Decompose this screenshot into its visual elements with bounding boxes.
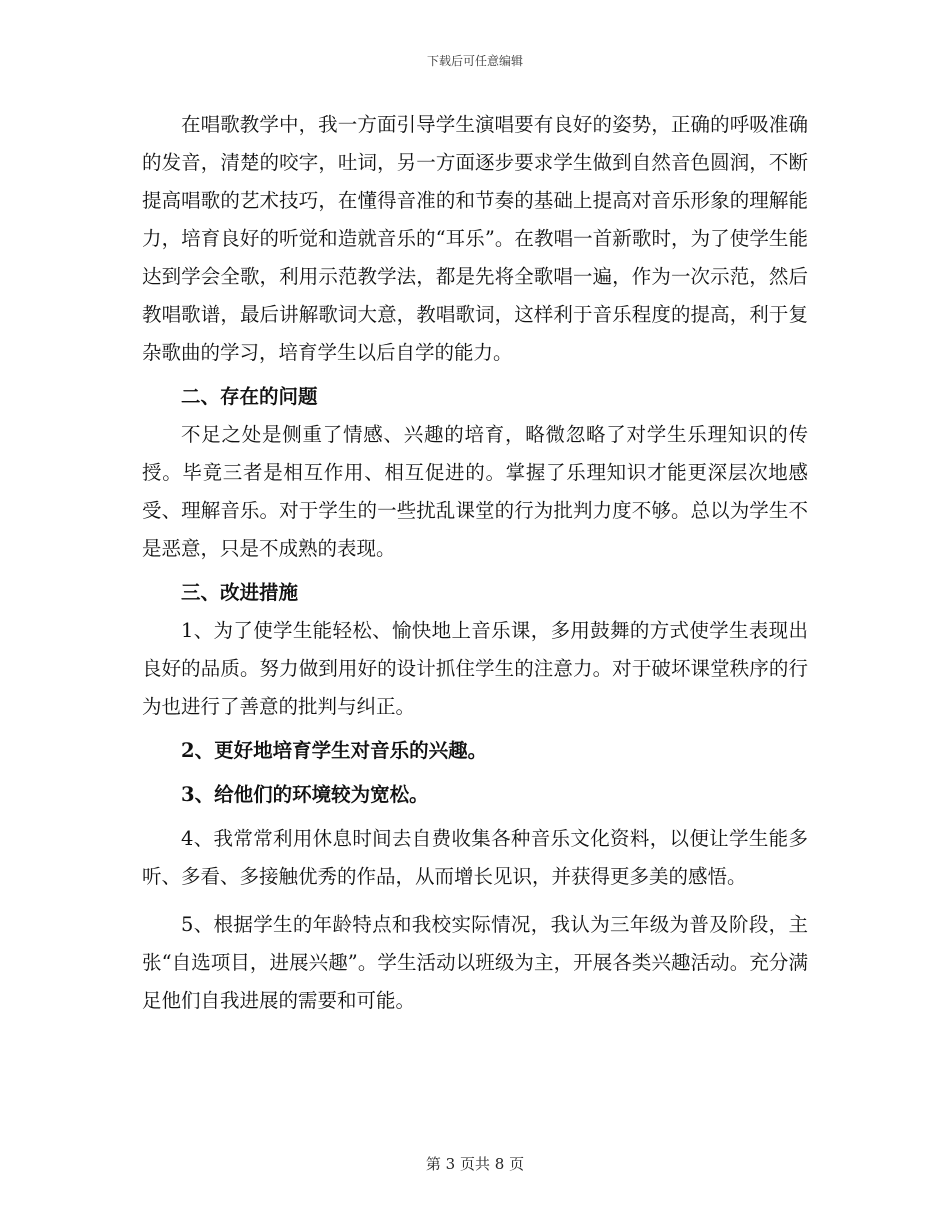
paragraph-improvement-3: 3、给他们的环境较为宽松。 bbox=[181, 783, 429, 806]
paragraph-improvement-1: 1、为了使学生能轻松、愉快地上音乐课，多用鼓舞的方式使学生表现出良好的品质。努力做到用好的设计抓住学生的注意力。对于破坏课堂秩序的行为也进行了善意的批判与纠正。 bbox=[142, 619, 808, 718]
paragraph-improvement-4: 4、我常常利用休息时间去自费收集各种音乐文化资料，以便让学生能多听、多看、多接触优秀的作品，从而增长见识，并获得更多美的感悟。 bbox=[142, 827, 808, 888]
section-heading-problems: 二、存在的问题 bbox=[181, 385, 318, 408]
paragraph-shortcomings: 不足之处是侧重了情感、兴趣的培育，略微忽略了对学生乐理知识的传授。毕竟三者是相互作用、相互促进的。掌握了乐理知识才能更深层次地感受、理解音乐。对于学生的一些扰乱课堂的行为批判力度不够。总以为学生不是恶意，只是不成熟的表现。 bbox=[142, 423, 808, 560]
document-body bbox=[142, 106, 808, 1020]
section-heading-improvements: 三、改进措施 bbox=[181, 581, 299, 604]
page-footer: 第 3 页共 8 页 bbox=[425, 1155, 525, 1173]
paragraph-improvement-2: 2、更好地培育学生对音乐的兴趣。 bbox=[181, 739, 488, 762]
paragraph-improvement-5: 5、根据学生的年龄特点和我校实际情况，我认为三年级为普及阶段，主张“自选项目，进展兴趣”。学生活动以班级为主，开展各类兴趣活动。充分满足他们自我进展的需要和可能。 bbox=[142, 913, 808, 1012]
paragraph-singing-teaching: 在唱歌教学中，我一方面引导学生演唱要有良好的姿势，正确的呼吸准确的发音，清楚的咬字，吐词，另一方面逐步要求学生做到自然音色圆润，不断提高唱歌的艺术技巧，在懂得音准的和节奏的基础上提高对音乐形象的理解能力，培育良好的听觉和造就音乐的“耳乐”。在教唱一首新歌时，为了使学生能达到学会全歌，利用示范教学法，都是先将全歌唱一遍，作为一次示范，然后教唱歌谱，最后讲解歌词大意，教唱歌词，这样利于音乐程度的提高，利于复杂歌曲的学习，培育学生以后自学的能力。 bbox=[142, 113, 808, 364]
page-header: 下载后可任意编辑 bbox=[426, 54, 523, 68]
